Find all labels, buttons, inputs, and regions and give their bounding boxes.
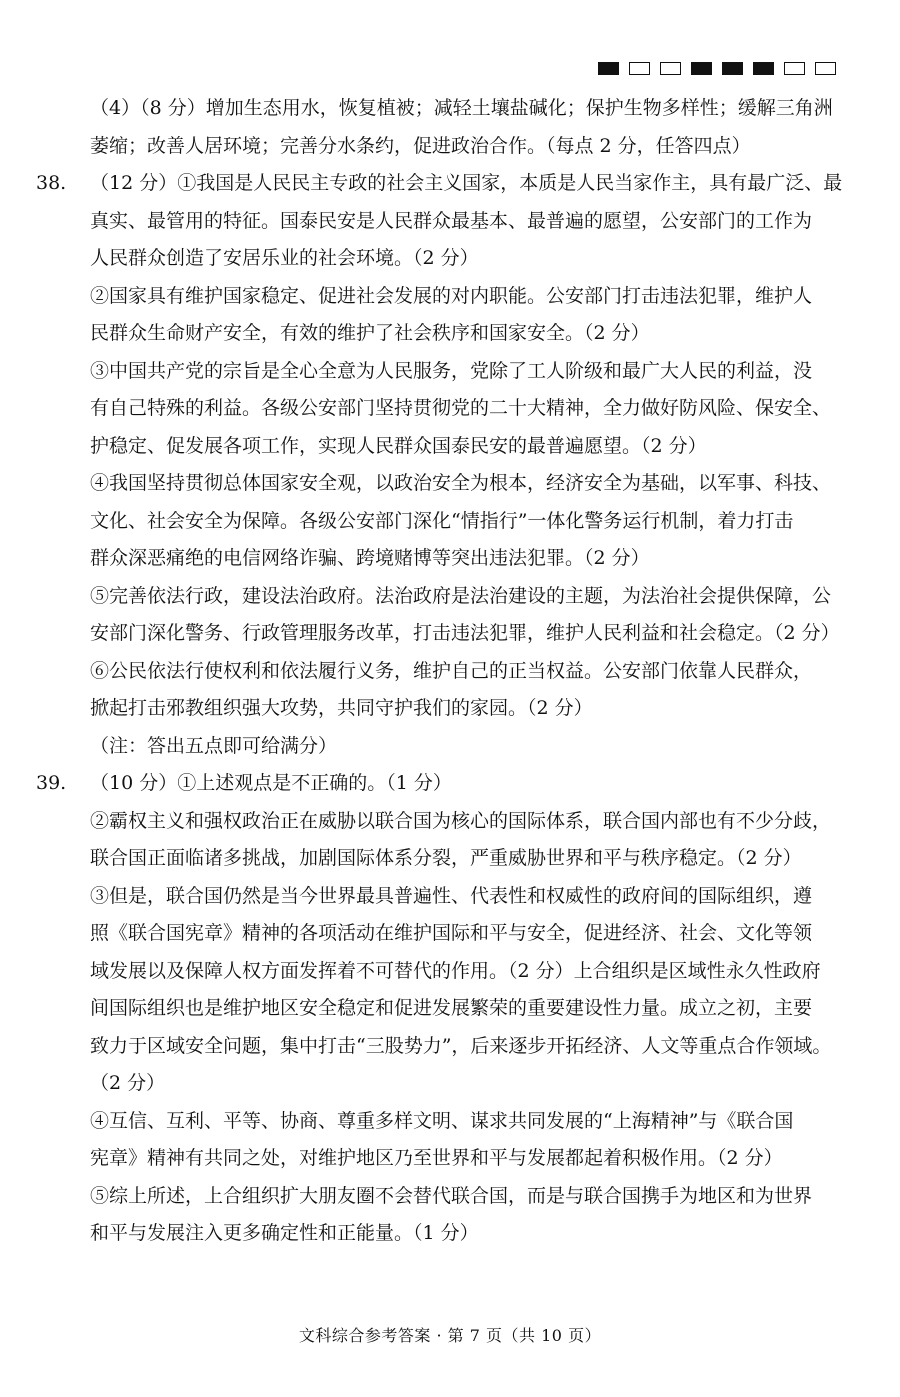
answer-paragraph [36, 728, 852, 766]
answer-paragraph [36, 165, 852, 278]
question-number: 38. [36, 172, 67, 194]
text-line: 萎缩；改善人居环境；完善分水条约，促进政治合作。（每点 2 分，任答四点） [90, 134, 751, 157]
text-line: ②霸权主义和强权政治正在威胁以联合国为核心的国际体系，联合国内部也有不少分歧， [90, 809, 832, 832]
answer-paragraph [36, 765, 852, 803]
text-line: 有自己特殊的利益。各级公安部门坚持贯彻党的二十大精神，全力做好防风险、保安全、 [90, 397, 832, 419]
answer-paragraph [36, 465, 852, 578]
empty-square-mark [815, 62, 836, 75]
text-line: 间国际组织也是维护地区安全稳定和促进发展繁荣的重要建设性力量。成立之初，主要 [90, 997, 813, 1019]
answer-paragraph [36, 1178, 852, 1253]
answer-content [36, 90, 852, 1253]
filled-square-mark [753, 62, 774, 75]
text-line: 文化、社会安全为保障。各级公安部门深化“情指行”一体化警务运行机制，着力打击 [90, 509, 794, 532]
text-line: 安部门深化警务、行政管理服务改革，打击违法犯罪，维护人民利益和社会稳定。（2 分） [90, 622, 840, 644]
answer-paragraph [36, 653, 852, 728]
text-line: 和平与发展注入更多确定性和正能量。（1 分） [90, 1222, 479, 1244]
line-text: （12 分）①我国是人民民主专政的社会主义国家，本质是人民当家作主，具有最广泛、最 [90, 172, 843, 194]
text-line: 掀起打击邪教组织强大攻势，共同守护我们的家园。（2 分） [90, 697, 593, 719]
filled-square-mark [691, 62, 712, 75]
text-line: 群众深恶痛绝的电信网络诈骗、跨境赌博等突出违法犯罪。（2 分） [90, 547, 650, 569]
answer-paragraph [36, 353, 852, 466]
answer-paragraph [36, 90, 852, 165]
text-line: 域发展以及保障人权方面发挥着不可替代的作用。（2 分）上合组织是区域性永久性政府 [90, 959, 821, 982]
question-number: 39. [36, 772, 67, 794]
answer-paragraph [36, 278, 852, 353]
text-line: （2 分） [90, 1072, 166, 1094]
header-marks [598, 62, 836, 75]
answer-paragraph [36, 878, 852, 1103]
text-line: 宪章》精神有共同之处，对维护地区乃至世界和平与发展都起着积极作用。（2 分） [90, 1147, 783, 1169]
text-line [36, 165, 852, 203]
text-line: ⑥公民依法行使权利和依法履行义务，维护自己的正当权益。公安部门依靠人民群众， [90, 659, 813, 682]
filled-square-mark [722, 62, 743, 75]
empty-square-mark [784, 62, 805, 75]
text-line: （注：答出五点即可给满分） [90, 734, 338, 757]
text-line: 联合国正面临诸多挑战，加剧国际体系分裂，严重威胁世界和平与秩序稳定。（2 分） [90, 847, 802, 869]
text-line: 真实、最管用的特征。国泰民安是人民群众最基本、最普遍的愿望，公安部门的工作为 [90, 209, 813, 232]
answer-paragraph [36, 803, 852, 878]
text-line: ④互信、互利、平等、协商、尊重多样文明、谋求共同发展的“上海精神”与《联合国 [90, 1109, 794, 1132]
text-line: （4）（8 分）增加生态用水，恢复植被；减轻土壤盐碱化；保护生物多样性；缓解三角洲 [90, 97, 833, 119]
text-line: ⑤完善依法行政，建设法治政府。法治政府是法治建设的主题，为法治社会提供保障，公 [90, 584, 832, 607]
empty-square-mark [660, 62, 681, 75]
text-line [36, 765, 852, 803]
text-line: ②国家具有维护国家稳定、促进社会发展的对内职能。公安部门打击违法犯罪，维护人 [90, 284, 813, 307]
text-line: ⑤综上所述，上合组织扩大朋友圈不会替代联合国，而是与联合国携手为地区和为世界 [90, 1184, 813, 1207]
text-line: 护稳定、促发展各项工作，实现人民群众国泰民安的最普遍愿望。（2 分） [90, 434, 707, 457]
empty-square-mark [629, 62, 650, 75]
answer-paragraph [36, 1103, 852, 1178]
filled-square-mark [598, 62, 619, 75]
text-line: ④我国坚持贯彻总体国家安全观，以政治安全为根本，经济安全为基础，以军事、科技、 [90, 472, 832, 494]
answer-paragraph [36, 578, 852, 653]
text-line: ③但是，联合国仍然是当今世界最具普遍性、代表性和权威性的政府间的国际组织，遵 [90, 884, 813, 907]
text-line: ③中国共产党的宗旨是全心全意为人民服务，党除了工人阶级和最广大人民的利益，没 [90, 359, 813, 382]
text-line: 照《联合国宪章》精神的各项活动在维护国际和平与安全，促进经济、社会、文化等领 [90, 922, 813, 944]
page-footer: 文科综合参考答案 · 第 7 页（共 10 页） [298, 1326, 602, 1345]
text-line: 人民群众创造了安居乐业的社会环境。（2 分） [90, 247, 479, 269]
text-line: 致力于区域安全问题，集中打击“三股势力”，后来逐步开拓经济、人文等重点合作领域。 [90, 1034, 832, 1057]
text-line: 民群众生命财产安全，有效的维护了社会秩序和国家安全。（2 分） [90, 322, 650, 344]
line-text: （10 分）①上述观点是不正确的。（1 分） [90, 772, 452, 794]
